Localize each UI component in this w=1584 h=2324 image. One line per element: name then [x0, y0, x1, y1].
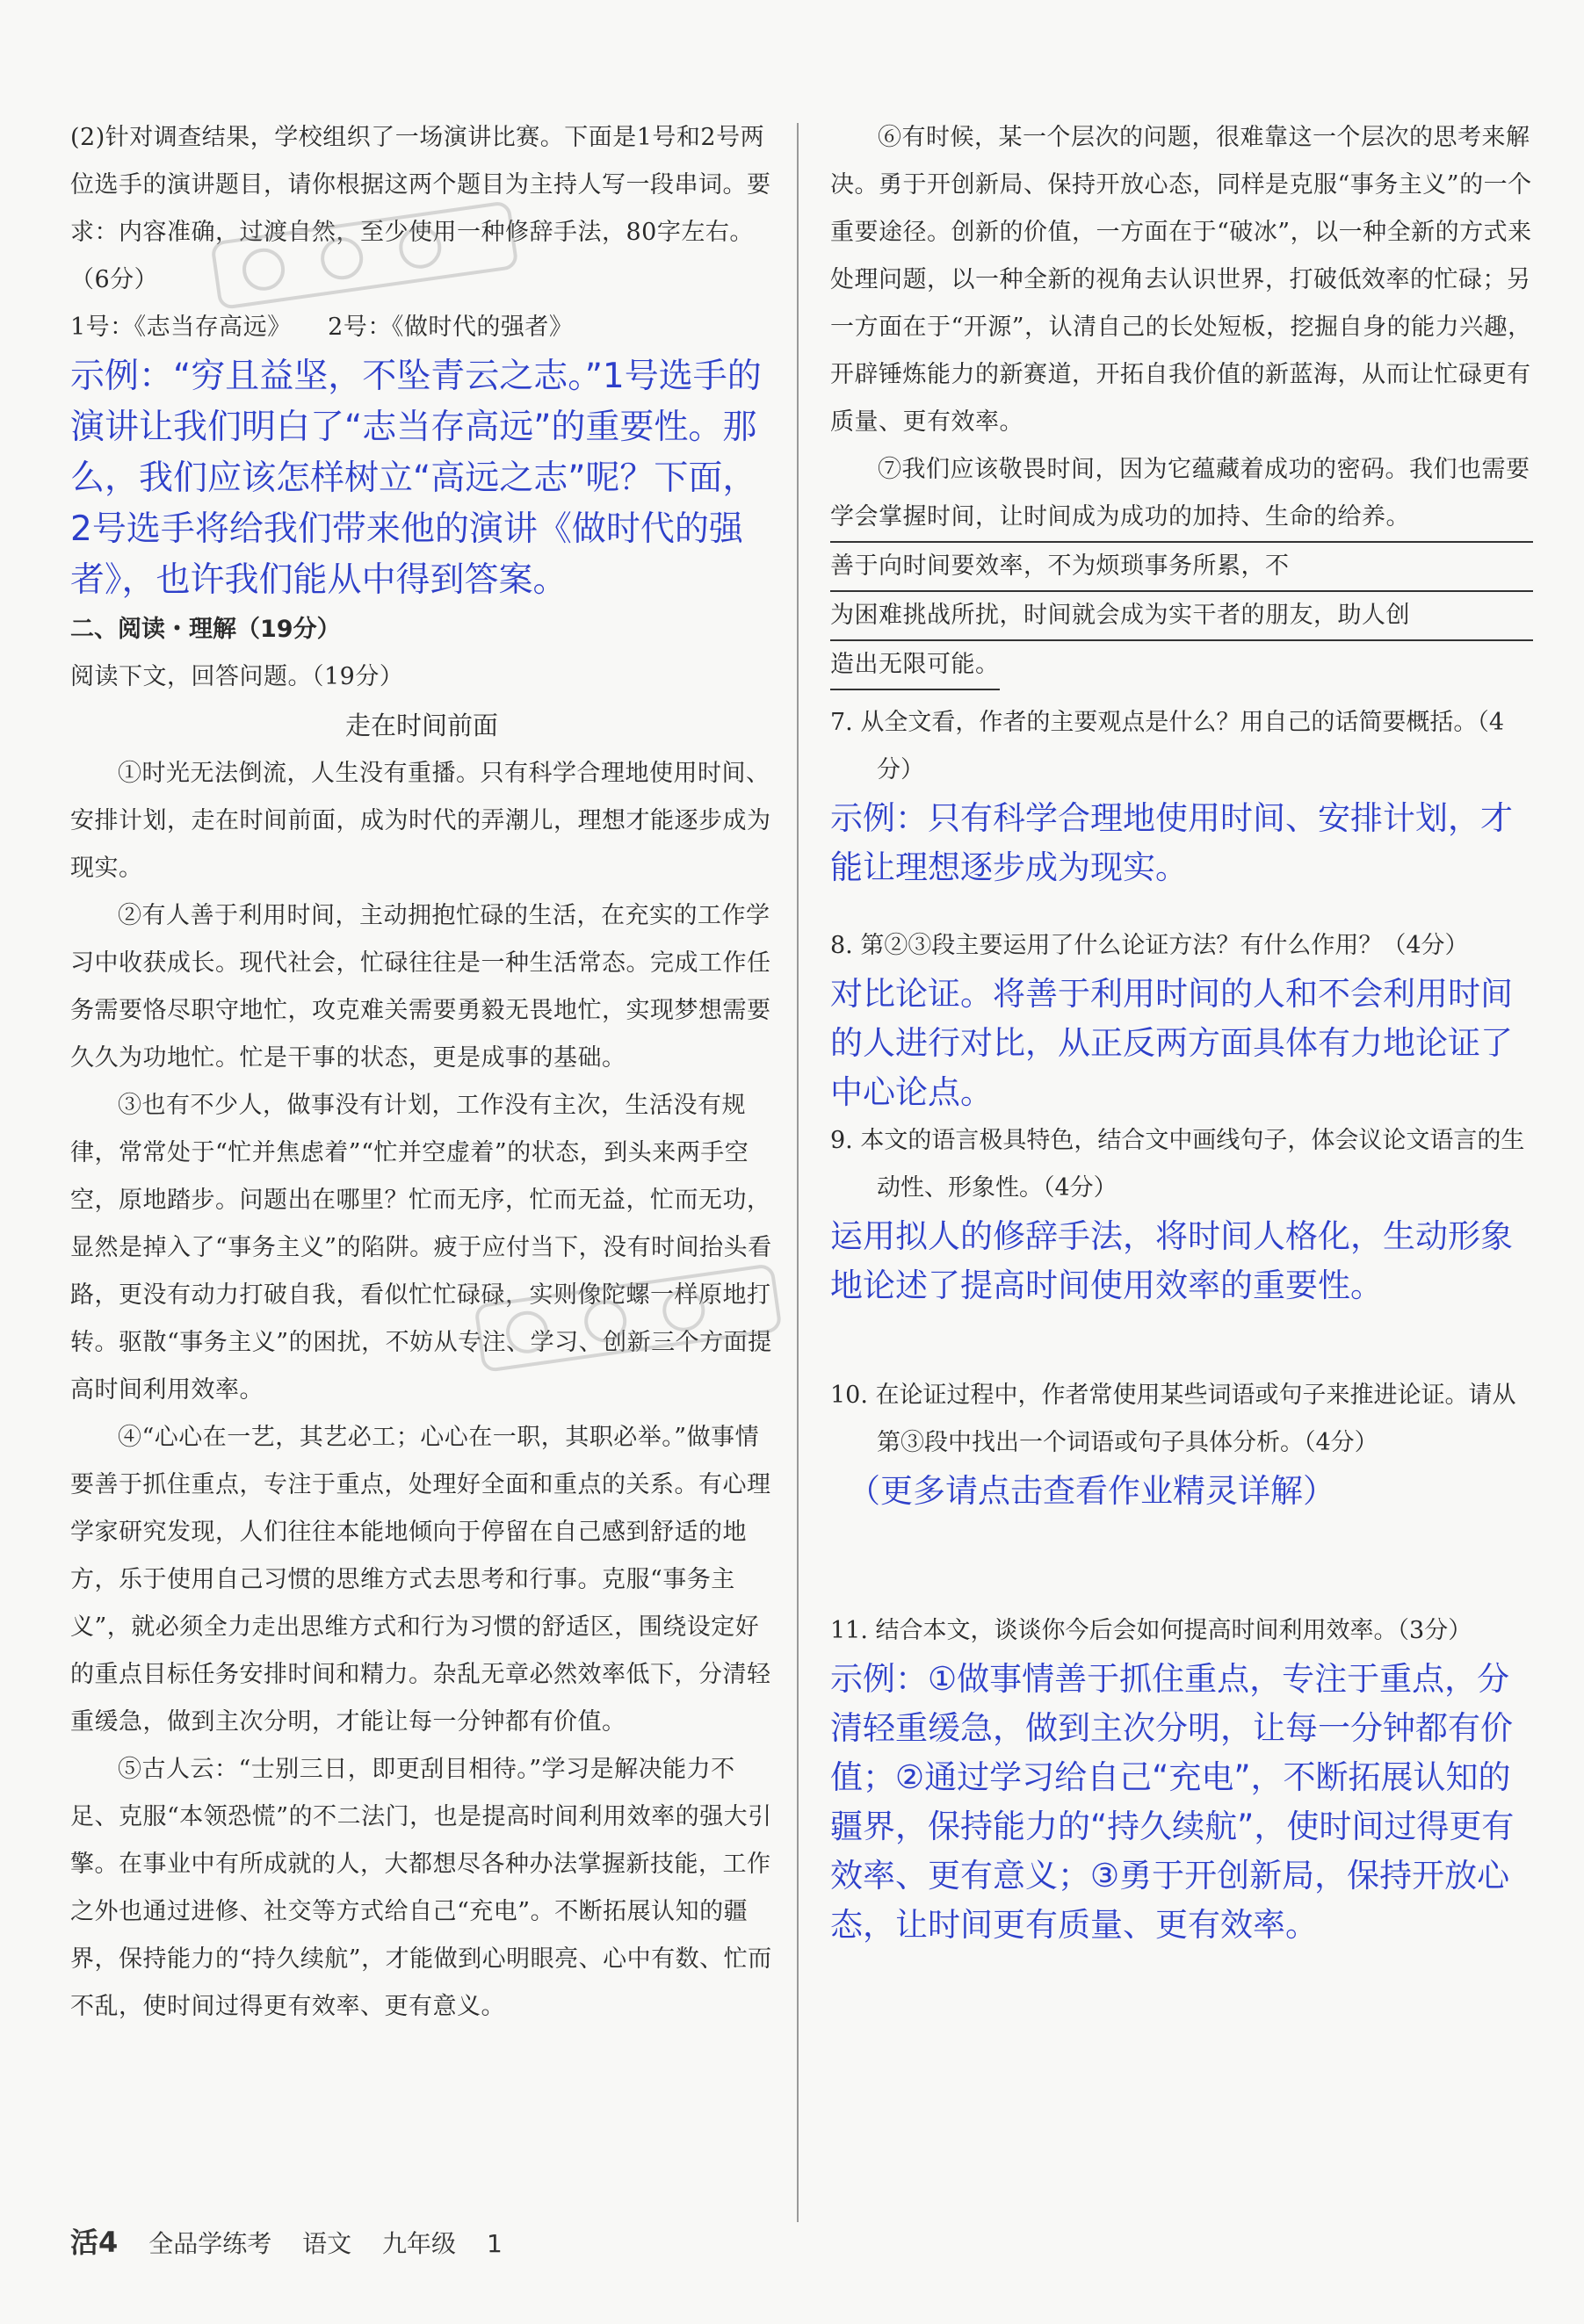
footer-page-label: 活4: [70, 2226, 119, 2259]
question-10: 10. 在论证过程中，作者常使用某些词语或句子来推进论证。请从第③段中找出一个词语或句子具体分析。（4分）: [830, 1382, 1516, 1456]
footer-volume: 1: [486, 2229, 503, 2258]
question-7: 7. 从全文看，作者的主要观点是什么？用自己的话简要概括。（4分）: [830, 709, 1505, 783]
underlined-line: 为困难挑战所扰，时间就会成为实干者的朋友，助人创: [830, 592, 1533, 641]
answer-10-link[interactable]: （更多请点击查看作业精灵详解）: [848, 1472, 1335, 1510]
answer-9: 运用拟人的修辞手法，将时间人格化，生动形象地论述了提高时间使用效率的重要性。: [830, 1217, 1513, 1304]
left-column: [70, 114, 773, 2031]
question-9: 9. 本文的语言极具特色，结合文中画线句子，体会议论文语言的生动性、形象性。（4分）: [830, 1127, 1525, 1202]
section-heading: 二、阅读・理解（19分）: [70, 616, 341, 643]
answer-8: 对比论证。将善于利用时间的人和不会利用时间的人进行对比，从正反两方面具体有力地论证了中心论点。: [830, 975, 1513, 1111]
paragraph-3: ③也有不少人，做事没有计划，工作没有主次，生活没有规律，常常处于“忙并焦虑着”“忙并空虚着”的状态，到头来两手空空，原地踏步。问题出在哪里？忙而无序，忙而无益，忙而无功，显然是掉入了“事务主义”的陷阱。疲于应付当下，没有时间抬头看路，更没有动力打破自我，看似忙忙碌碌，实则像陀螺一样原地打转。驱散“事务主义”的困扰，不妨从专注、学习、创新三个方面提高时间利用效率。: [70, 1092, 772, 1404]
column-divider: [797, 123, 799, 2222]
paragraph-7: ⑦我们应该敬畏时间，因为它蕴藏着成功的密码。我们也需要学会掌握时间，让时间成为成功的加持、生命的给养。: [830, 456, 1530, 530]
paragraph-1: ①时光无法倒流，人生没有重播。只有科学合理地使用时间、安排计划，走在时间前面，成为时代的弄潮儿，理想才能逐步成为现实。: [70, 760, 771, 882]
underlined-line: 善于向时间要效率，不为烦琐事务所累，不: [830, 543, 1533, 592]
footer-subject: 语文: [302, 2229, 352, 2258]
footer-brand: 全品学练考: [148, 2229, 272, 2258]
paragraph-4: ④“心心在一艺，其艺必工；心心在一职，其职必举。”做事情要善于抓住重点，专注于重点，处理好全面和重点的关系。有心理学家研究发现，人们往往本能地倾向于停留在自己感到舒适的地方，乐于使用自己习惯的思维方式去思考和行事。克服“事务主义”，就必须全力走出思维方式和行为习惯的舒适区，围绕设定好的重点目标任务安排时间和精力。杂乱无章必然效率低下，分清轻重缓急，做到主次分明，才能让每一分钟都有价值。: [70, 1424, 771, 1736]
answer-11: 示例：①做事情善于抓住重点，专注于重点，分清轻重缓急，做到主次分明，让每一分钟都有价值；②通过学习给自己“充电”，不断拓展认知的疆界，保持能力的“持久续航”，使时间过得更有效率、更有意义；③勇于开创新局，保持开放心态，让时间更有质量、更有效率。: [830, 1660, 1515, 1944]
paragraph-5: ⑤古人云：“士别三日，即更刮目相待。”学习是解决能力不足、克服“本领恐慌”的不二法门，也是提高时间利用效率的强大引擎。在事业中有所成就的人，大都想尽各种办法掌握新技能，工作之外也通过进修、社交等方式给自己“充电”。不断拓展认知的疆界，保持能力的“持久续航”，才能做到心明眼亮、心中有数、忙而不乱，使时间过得更有效率、更有意义。: [70, 1756, 772, 2020]
reading-instruction: 阅读下文，回答问题。（19分）: [70, 663, 404, 690]
question-6-2: (2)针对调查结果，学校组织了一场演讲比赛。下面是1号和2号两位选手的演讲题目，请你根据这两个题目为主持人写一段串词。要求：内容准确，过渡自然，至少使用一种修辞手法，80字左右。（6分）: [70, 124, 771, 293]
paragraph-2: ②有人善于利用时间，主动拥抱忙碌的生活，在充实的工作学习中收获成长。现代社会，忙碌往往是一种生活常态。完成工作任务需要恪尽职守地忙，攻克难关需要勇毅无畏地忙，实现梦想需要久久为功地忙。忙是干事的状态，更是成事的基础。: [70, 902, 771, 1072]
question-8: 8. 第②③段主要运用了什么论证方法？有什么作用？（4分）: [830, 932, 1469, 959]
underlined-sentence: [830, 541, 1533, 690]
answer-6-2: 示例：“穷且益坚，不坠青云之志。”1号选手的演讲让我们明白了“志当存高远”的重要性。那么，我们应该怎样树立“高远之志”呢？下面，2号选手将给我们带来他的演讲《做时代的强者》，也许我们能从中得到答案。: [70, 357, 762, 600]
speech-topics: 1号：《志当存高远》 2号：《做时代的强者》: [70, 314, 574, 341]
footer-grade: 九年级: [382, 2229, 457, 2258]
page-footer: [70, 2220, 525, 2261]
paragraph-6: ⑥有时候，某一个层次的问题，很难靠这一个层次的思考来解决。勇于开创新局、保持开放心态，同样是克服“事务主义”的一个重要途径。创新的价值，一方面在于“破冰”，以一种全新的方式来处理问题，以一种全新的视角去认识世界，打破低效率的忙碌；另一方面在于“开源”，认清自己的长处短板，挖掘自身的能力兴趣，开辟锤炼能力的新赛道，开拓自我价值的新蓝海，从而让忙碌更有质量、更有效率。: [830, 124, 1532, 436]
right-column: [830, 114, 1533, 1950]
underlined-line: 造出无限可能。: [830, 641, 1000, 690]
answer-7: 示例：只有科学合理地使用时间、安排计划，才能让理想逐步成为现实。: [830, 799, 1513, 886]
article-title: 走在时间前面: [344, 711, 498, 740]
question-11: 11. 结合本文，谈谈你今后会如何提高时间利用效率。（3分）: [830, 1617, 1472, 1644]
